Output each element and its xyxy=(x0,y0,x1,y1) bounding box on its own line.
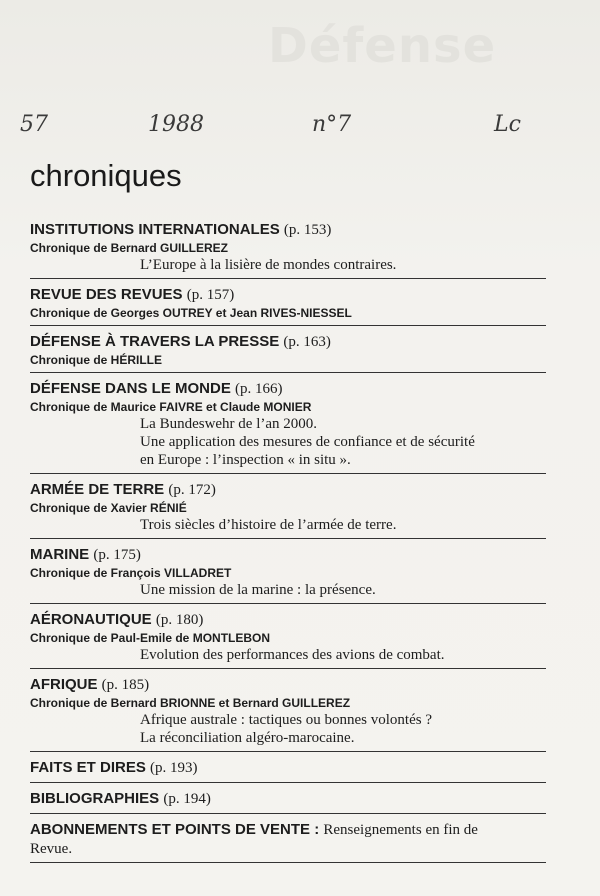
entry-chronicle-author: Chronique de Georges OUTREY et Jean RIVES-NIESSEL xyxy=(30,306,352,320)
entry-title-text: DÉFENSE DANS LE MONDE xyxy=(30,380,231,397)
article-title: L’Europe à la lisière de mondes contraires. xyxy=(140,257,397,273)
toc-entry xyxy=(30,789,546,814)
entry-title-text: FAITS ET DIRES xyxy=(30,759,146,776)
toc-entry xyxy=(30,379,546,474)
entry-articles xyxy=(30,415,546,469)
table-of-contents xyxy=(30,220,546,869)
article-title: Une application des mesures de confiance et de sécurité xyxy=(140,434,475,450)
entry-chronicle-author: Chronique de Bernard GUILLEREZ xyxy=(30,241,229,255)
toc-entry xyxy=(30,545,546,604)
handwritten-issue: n°7 xyxy=(312,112,352,137)
entry-chronicle-author: Chronique de Xavier RÉNIÉ xyxy=(30,501,187,515)
entry-title xyxy=(30,545,546,565)
article-title: Une mission de la marine : la présence. xyxy=(140,582,376,598)
entry-articles xyxy=(30,256,546,274)
subscription-line xyxy=(30,820,546,840)
handwritten-year: 1988 xyxy=(148,112,204,137)
entry-title xyxy=(30,332,546,352)
entry-title xyxy=(30,480,546,500)
entry-title xyxy=(30,379,546,399)
subscription-title: ABONNEMENTS ET POINTS DE VENTE : xyxy=(30,821,320,838)
subscription-entry xyxy=(30,820,546,863)
entry-articles xyxy=(30,711,546,747)
entry-articles xyxy=(30,516,546,534)
entry-title-text: INSTITUTIONS INTERNATIONALES xyxy=(30,221,280,238)
entry-page-ref: (p. 193) xyxy=(150,760,198,776)
handwritten-note: 57 xyxy=(20,112,48,137)
entry-title-text: AFRIQUE xyxy=(30,676,98,693)
entry-articles xyxy=(30,581,546,599)
subscription-text: Renseignements en fin de xyxy=(323,822,478,838)
entry-chronicle-author: Chronique de François VILLADRET xyxy=(30,566,232,580)
toc-entry xyxy=(30,220,546,279)
entry-title-text: DÉFENSE À TRAVERS LA PRESSE xyxy=(30,333,280,350)
article-title: en Europe : l’inspection « in situ ». xyxy=(140,452,351,468)
toc-entry xyxy=(30,332,546,373)
entry-articles xyxy=(30,646,546,664)
entry-title-text: BIBLIOGRAPHIES xyxy=(30,790,160,807)
entry-title xyxy=(30,610,546,630)
entry-page-ref: (p. 185) xyxy=(101,677,150,693)
entry-title xyxy=(30,220,546,240)
handwritten-initials: Lc xyxy=(494,112,521,137)
article-title: Evolution des performances des avions de combat. xyxy=(140,647,445,663)
toc-entry xyxy=(30,610,546,669)
toc-entry xyxy=(30,480,546,539)
subscription-text-cont: Revue. xyxy=(30,841,73,857)
article-title: Afrique australe : tactiques ou bonnes volontés ? xyxy=(140,712,433,728)
entry-chronicle-author: Chronique de Bernard BRIONNE et Bernard GUILLEREZ xyxy=(30,696,351,710)
entry-page-ref: (p. 175) xyxy=(93,547,141,563)
entry-page-ref: (p. 194) xyxy=(163,791,211,807)
entry-page-ref: (p. 180) xyxy=(155,612,204,628)
entry-title xyxy=(30,675,546,695)
entry-chronicle-author: Chronique de HÉRILLE xyxy=(30,353,162,367)
entry-chronicle-author: Chronique de Paul-Emile de MONTLEBON xyxy=(30,631,271,645)
entry-page-ref: (p. 163) xyxy=(283,334,331,350)
entry-page-ref: (p. 153) xyxy=(283,222,332,238)
toc-entry xyxy=(30,758,546,783)
entry-title xyxy=(30,789,546,809)
toc-entry xyxy=(30,285,546,326)
background-title: Défense xyxy=(268,18,497,74)
entry-chronicle-author: Chronique de Maurice FAIVRE et Claude MONIER xyxy=(30,400,312,414)
toc-entry xyxy=(30,675,546,752)
entry-title xyxy=(30,285,546,305)
entry-page-ref: (p. 157) xyxy=(186,287,235,303)
entry-title-text: AÉRONAUTIQUE xyxy=(30,611,152,628)
entry-page-ref: (p. 172) xyxy=(168,482,216,498)
article-title: La Bundeswehr de l’an 2000. xyxy=(140,416,318,432)
entry-title-text: REVUE DES REVUES xyxy=(30,286,183,303)
entry-title-text: ARMÉE DE TERRE xyxy=(30,481,165,498)
entry-title xyxy=(30,758,546,778)
article-title: La réconciliation algéro-marocaine. xyxy=(140,730,355,746)
section-heading: chroniques xyxy=(30,158,182,193)
entry-title-text: MARINE xyxy=(30,546,90,563)
entry-page-ref: (p. 166) xyxy=(235,381,283,397)
article-title: Trois siècles d’histoire de l’armée de terre. xyxy=(140,517,397,533)
